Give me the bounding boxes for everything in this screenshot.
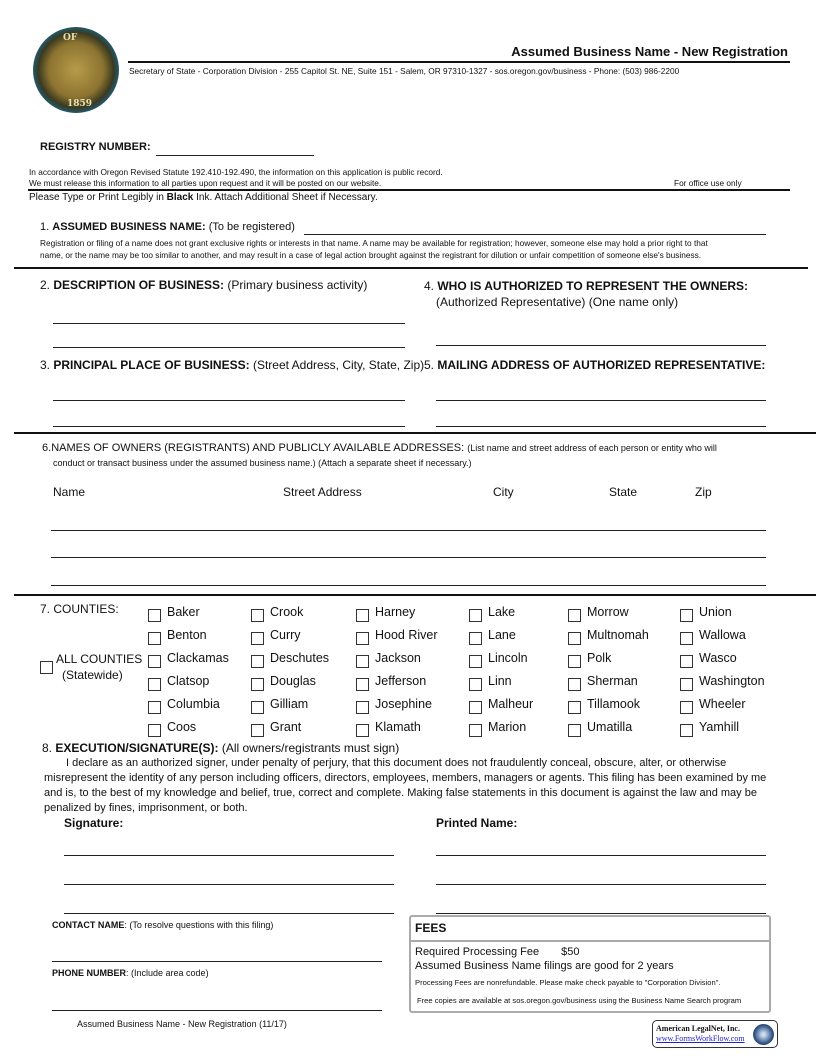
assumed-business-name-field[interactable] (304, 234, 766, 235)
contact-name-label: CONTACT NAME: (To resolve questions with this filing) (52, 920, 274, 930)
county-checkbox-tillamook[interactable] (568, 701, 581, 714)
section-6-heading: 6.NAMES OF OWNERS (REGISTRANTS) AND PUBLICLY AVAILABLE ADDRESSES: (List name and street address of each person or entity who will (42, 442, 717, 454)
county-label: Gilliam (270, 697, 309, 711)
county-checkbox-wasco[interactable] (680, 655, 693, 668)
description-field-1[interactable] (53, 323, 405, 324)
county-label: Washington (699, 674, 765, 688)
county-label: Clatsop (167, 674, 210, 688)
public-record-notice: In accordance with Oregon Revised Statute 192.410-192.490, the information on this application is public record. (29, 167, 443, 177)
free-copies-note: Free copies are available at sos.oregon.gov/business using the Business Name Search program (417, 996, 742, 1005)
county-label: Linn (488, 674, 512, 688)
county-checkbox-clatsop[interactable] (148, 678, 161, 691)
county-checkbox-douglas[interactable] (251, 678, 264, 691)
signature-field-1[interactable] (64, 855, 394, 856)
county-checkbox-crook[interactable] (251, 609, 264, 622)
declaration-line-4: penalized by fines, imprisonment, or both. (44, 802, 248, 814)
registration-note-2: name, or the name may be too similar to another, and may result in a case of legal action brought against the registrant for dilution or unfair competition of someone else's business. (40, 250, 702, 260)
county-label: Harney (375, 605, 416, 619)
section-1-heading: 1. ASSUMED BUSINESS NAME: (To be registered) (40, 221, 295, 233)
principal-address-field-1[interactable] (53, 400, 405, 401)
county-label: Wallowa (699, 628, 746, 642)
nonrefundable-note: Processing Fees are nonrefundable. Please make check payable to "Corporation Division". (415, 978, 721, 987)
county-label: Klamath (375, 720, 421, 734)
county-checkbox-clackamas[interactable] (148, 655, 161, 668)
col-city: City (493, 485, 514, 499)
fees-box (409, 915, 771, 1013)
county-checkbox-polk[interactable] (568, 655, 581, 668)
signature-label: Signature: (64, 816, 124, 830)
county-label: Yamhill (699, 720, 740, 734)
county-checkbox-jackson[interactable] (356, 655, 369, 668)
county-checkbox-union[interactable] (680, 609, 693, 622)
county-label: Lincoln (488, 651, 528, 665)
county-label: Lane (488, 628, 516, 642)
registry-number-label: REGISTRY NUMBER: (40, 141, 151, 153)
globe-icon (753, 1024, 774, 1045)
county-label: Benton (167, 628, 207, 642)
county-checkbox-wheeler[interactable] (680, 701, 693, 714)
form-version: Assumed Business Name - New Registration (11/17) (77, 1019, 287, 1029)
county-label: Marion (488, 720, 527, 734)
legalnet-logo: American LegalNet, Inc. www.FormsWorkFlow.com (652, 1020, 778, 1048)
formsworkflow-link[interactable]: www.FormsWorkFlow.com (656, 1034, 745, 1043)
county-checkbox-gilliam[interactable] (251, 701, 264, 714)
phone-number-field[interactable] (52, 1010, 382, 1011)
county-label: Clackamas (167, 651, 229, 665)
col-zip: Zip (695, 485, 712, 499)
all-counties-checkbox[interactable] (40, 661, 53, 674)
county-checkbox-curry[interactable] (251, 632, 264, 645)
county-label: Wasco (699, 651, 737, 665)
county-checkbox-umatilla[interactable] (568, 724, 581, 737)
county-checkbox-jefferson[interactable] (356, 678, 369, 691)
county-checkbox-lane[interactable] (469, 632, 482, 645)
county-label: Curry (270, 628, 301, 642)
public-record-notice-2: We must release this information to all parties upon request and it will be posted on our website. (29, 178, 382, 188)
authorized-rep-field[interactable] (436, 345, 766, 346)
county-label: Coos (167, 720, 197, 734)
col-state: State (609, 485, 638, 499)
county-label: Josephine (375, 697, 432, 711)
printed-name-field-2[interactable] (436, 884, 766, 885)
declaration-line-2: misrepresent the identity of any person including officers, directors, employees, members, managers or agents. This filing has been examined by me (44, 772, 767, 784)
county-label: Polk (587, 651, 612, 665)
filing-validity: Assumed Business Name filings are good for 2 years (415, 960, 674, 972)
mailing-address-field-2[interactable] (436, 426, 766, 427)
county-label: Hood River (375, 628, 438, 642)
declaration-line-3: and is, to the best of my knowledge and belief, true, correct and complete. Making false statements in this document is against the law and may be (44, 787, 757, 799)
printed-name-label: Printed Name: (436, 816, 518, 830)
county-checkbox-benton[interactable] (148, 632, 161, 645)
county-checkbox-washington[interactable] (680, 678, 693, 691)
county-checkbox-grant[interactable] (251, 724, 264, 737)
county-label: Umatilla (587, 720, 633, 734)
state-seal-logo: OF 1859 (33, 27, 119, 113)
county-checkbox-harney[interactable] (356, 609, 369, 622)
county-label: Columbia (167, 697, 220, 711)
county-label: Deschutes (270, 651, 330, 665)
section-8-heading: 8. EXECUTION/SIGNATURE(S): (All owners/registrants must sign) (42, 741, 400, 755)
county-checkbox-lake[interactable] (469, 609, 482, 622)
section-4-hint: (Authorized Representative) (One name only) (436, 295, 679, 309)
county-checkbox-multnomah[interactable] (568, 632, 581, 645)
all-counties-label: ALL COUNTIES (56, 652, 143, 666)
section-3-heading: 3. PRINCIPAL PLACE OF BUSINESS: (Street Address, City, State, Zip) (40, 358, 425, 372)
owner-row-3[interactable] (51, 585, 766, 586)
county-label: Lake (488, 605, 516, 619)
fee-line: Required Processing Fee $50 (415, 946, 580, 958)
owner-row-1[interactable] (51, 530, 766, 531)
county-checkbox-klamath[interactable] (356, 724, 369, 737)
county-label: Tillamook (587, 697, 641, 711)
section-6-hint: conduct or transact business under the assumed business name.) (Attach a separate sheet if necessary.) (53, 458, 472, 468)
col-street: Street Address (283, 485, 362, 499)
printed-name-field-3[interactable] (436, 913, 766, 914)
county-checkbox-sherman[interactable] (568, 678, 581, 691)
contact-name-field[interactable] (52, 961, 382, 962)
registry-number-field[interactable] (156, 155, 314, 156)
col-name: Name (53, 485, 86, 499)
office-use-label: For office use only (674, 178, 742, 188)
all-counties-sub: (Statewide) (62, 668, 123, 682)
fees-title: FEES (415, 921, 447, 935)
county-checkbox-yamhill[interactable] (680, 724, 693, 737)
description-field-2[interactable] (53, 347, 405, 348)
signature-field-2[interactable] (64, 884, 394, 885)
section-4-heading: 4. WHO IS AUTHORIZED TO REPRESENT THE OWNERS: (424, 279, 749, 293)
agency-address: Secretary of State - Corporation Division - 255 Capitol St. NE, Suite 151 - Salem, OR 97310-1327 - sos.oregon.gov/business - Phone: (503) 986-2200 (129, 66, 680, 76)
county-checkbox-malheur[interactable] (469, 701, 482, 714)
county-label: Baker (167, 605, 200, 619)
registration-note: Registration or filing of a name does not grant exclusive rights or interests in that name. A name may be available for registration; however, someone else may hold a prior right to that (40, 238, 708, 248)
county-checkbox-columbia[interactable] (148, 701, 161, 714)
county-label: Multnomah (587, 628, 649, 642)
county-label: Jefferson (375, 674, 427, 688)
county-label: Sherman (587, 674, 638, 688)
instructions: Please Type or Print Legibly in Black Ink. Attach Additional Sheet if Necessary. (29, 192, 378, 203)
county-checkbox-linn[interactable] (469, 678, 482, 691)
phone-number-label: PHONE NUMBER: (Include area code) (52, 968, 209, 978)
county-checkbox-hood-river[interactable] (356, 632, 369, 645)
county-checkbox-marion[interactable] (469, 724, 482, 737)
signature-field-3[interactable] (64, 913, 394, 914)
county-checkbox-morrow[interactable] (568, 609, 581, 622)
county-checkbox-wallowa[interactable] (680, 632, 693, 645)
county-label: Union (699, 605, 732, 619)
county-checkbox-lincoln[interactable] (469, 655, 482, 668)
section-2-heading: 2. DESCRIPTION OF BUSINESS: (Primary business activity) (40, 278, 368, 292)
county-checkbox-coos[interactable] (148, 724, 161, 737)
form-title: Assumed Business Name - New Registration (511, 44, 788, 59)
county-label: Douglas (270, 674, 316, 688)
printed-name-field-1[interactable] (436, 855, 766, 856)
county-label: Jackson (375, 651, 421, 665)
section-7-heading: 7. COUNTIES: (40, 602, 119, 616)
county-checkbox-baker[interactable] (148, 609, 161, 622)
county-checkbox-josephine[interactable] (356, 701, 369, 714)
county-checkbox-deschutes[interactable] (251, 655, 264, 668)
county-label: Grant (270, 720, 302, 734)
mailing-address-field-1[interactable] (436, 400, 766, 401)
county-label: Malheur (488, 697, 534, 711)
section-5-heading: 5. MAILING ADDRESS OF AUTHORIZED REPRESENTATIVE: (424, 358, 766, 372)
county-label: Morrow (587, 605, 629, 619)
principal-address-field-2[interactable] (53, 426, 405, 427)
county-label: Wheeler (699, 697, 746, 711)
county-label: Crook (270, 605, 304, 619)
declaration-line-1: I declare as an authorized signer, under penalty of perjury, that this document does not fraudulently conceal, obscure, alter, or otherwise (66, 757, 727, 769)
owner-row-2[interactable] (51, 557, 766, 558)
